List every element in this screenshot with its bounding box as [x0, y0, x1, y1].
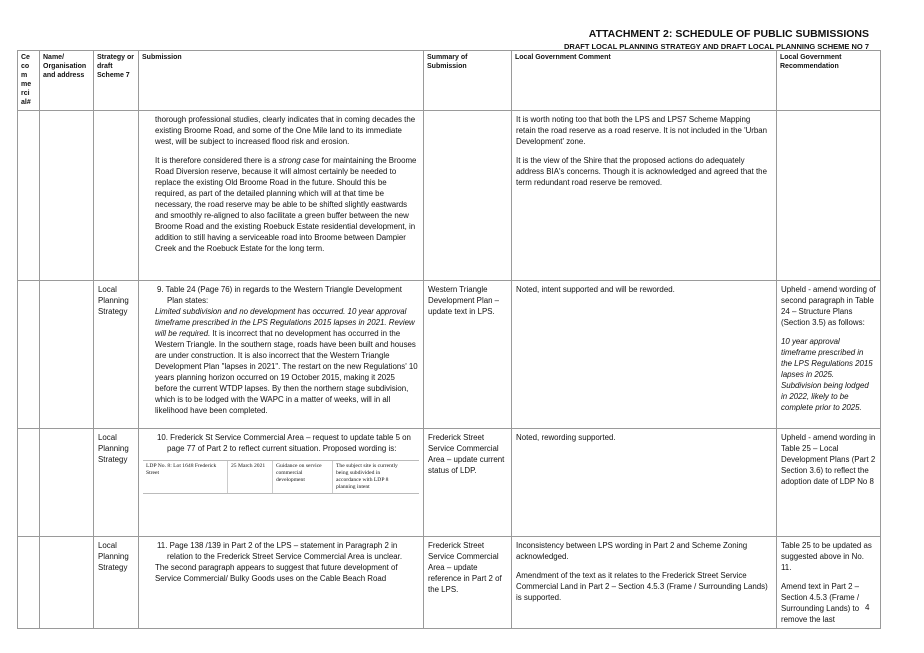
- comment-cell: [512, 536, 777, 628]
- submission-item-heading: 11. Page 138 /139 in Part 2 of the LPS – statement in Paragraph 2 in relation to the Frederick Street Service Commercial Area is unclear.: [157, 540, 403, 561]
- strategy-cell: Local Planning Strategy: [94, 280, 139, 428]
- summary-cell: Western Triangle Development Plan – update text in LPS.: [424, 280, 512, 428]
- comment-paragraph: It is the view of the Shire that the proposed actions do adequately address BIA's concerns. Though it is acknowledged and agreed that the term redundant road reserve be removed.: [516, 155, 767, 187]
- submissions-table: [17, 50, 881, 629]
- recommendation-paragraph: Amend text in Part 2 – Section 4.5.3 (Frame / Surrounding Lands) to remove the last: [781, 581, 860, 624]
- page-number: 4: [865, 603, 870, 612]
- summary-cell: Frederick Street Service Commercial Area – update reference in Part 2 of the LPS.: [424, 536, 512, 628]
- column-header-summary: Summary of Submission: [424, 51, 512, 111]
- recommendation-paragraph: Table 25 to be updated as suggested above in No. 11.: [781, 540, 872, 572]
- document-title: ATTACHMENT 2: SCHEDULE OF PUBLIC SUBMISSIONS: [588, 28, 869, 40]
- column-header-comment: Local Government Comment: [512, 51, 777, 111]
- recommendation-cell: Upheld - amend wording in Table 25 – Local Development Plans (Part 2 Section 3.6) to reflect the adoption date of LDP No 8: [777, 428, 881, 536]
- recommendation-cell: [777, 280, 881, 428]
- summary-cell: [424, 110, 512, 280]
- table-row: [18, 110, 881, 280]
- recommendation-cell: [777, 536, 881, 628]
- document-subtitle: DRAFT LOCAL PLANNING STRATEGY AND DRAFT LOCAL PLANNING SCHEME NO 7: [563, 42, 869, 51]
- ldp-cell: LDP No. 8: Lot 1648 Frederick Street: [143, 461, 228, 493]
- comment-paragraph: Inconsistency between LPS wording in Part 2 and Scheme Zoning acknowledged.: [516, 540, 748, 561]
- ldp-cell: 25 March 2021: [228, 461, 273, 493]
- submission-cell: [139, 536, 424, 628]
- strategy-cell: Local Planning Strategy: [94, 428, 139, 536]
- column-header-submission: Submission: [139, 51, 424, 111]
- submission-paragraph: Limited subdivision and no development has occurred. 10 year approval timeframe prescribed in the LPS Regulations 2015 lapses in 2021. Review will be required. It is incorrect that no development has occurred in the Western Triangle. In the southern stage, roads have been built and houses are under construction. It is also incorrect that the Western Triangle Development Plan "lapses in 2021". The restart on the new Regulations' 10 years planning horizon occurred on 19 October 2015, making it 2025 before the current WTDP lapses. By then the northern stage subdivision, which is to be lodged with the WAPC in a matter of weeks, will in all likelihood have been completed.: [155, 306, 418, 416]
- column-header-commercial: Ce co m me rci al#: [18, 51, 40, 111]
- column-header-name: Name/ Organisation and address: [40, 51, 94, 111]
- ldp-table-excerpt: [143, 460, 419, 494]
- column-header-strategy: Strategy or draft Scheme 7: [94, 51, 139, 111]
- table-row: [18, 280, 881, 428]
- submission-paragraph: thorough professional studies, clearly indicates that in coming decades the existing Broome Road, and some of the One Mile land to its immediate west, will be subject to increased flood risk and erosion.: [155, 114, 416, 146]
- recommendation-cell: [777, 110, 881, 280]
- comment-cell: Noted, intent supported and will be reworded.: [512, 280, 777, 428]
- column-header-recommendation: Local Government Recommendation: [777, 51, 881, 111]
- ldp-cell: The subject site is currently being subdivided in accordance with LDP 8 planning intent: [336, 462, 398, 490]
- comment-cell: [512, 110, 777, 280]
- comment-cell: Noted, rewording supported.: [512, 428, 777, 536]
- comment-paragraph: It is worth noting too that both the LPS and LPS7 Scheme Mapping retain the road reserve as a road reserve. It is not included in the 'Urban Development' zone.: [516, 114, 768, 146]
- submission-item-heading: 10. Frederick St Service Commercial Area – request to update table 5 on page 77 of Part 2 to reflect current situation. Proposed wording is:: [157, 432, 411, 453]
- submission-cell: [139, 110, 424, 280]
- table-header-row: [18, 51, 881, 111]
- submission-cell: [139, 428, 424, 536]
- ldp-cell: Guidance on service commercial development: [273, 461, 333, 493]
- submission-paragraph: It is therefore considered there is a strong case for maintaining the Broome Road Diversion reserve, because it will almost certainly be needed to replace the existing Old Broome Road in the future. Should this be required, as part of the detailed planning which will at that time be necessary, the road reserve may be able to be shifted slightly eastwards and smoothly re-aligned to also facilitate a green buffer between the new Broome Road and the existing Roebuck Estate residential development, in addition to still having a serviceable road into Broome between Dampier Creek and the Roebuck Estate for the long term.: [155, 155, 417, 254]
- recommendation-quote: 10 year approval timeframe prescribed in the LPS Regulations 2015 lapses in 2025. Subdivision being lodged in 2022, likely to be complete prior to 2025.: [781, 336, 873, 413]
- summary-cell: Frederick Street Service Commercial Area – update current status of LDP.: [424, 428, 512, 536]
- submission-paragraph: The second paragraph appears to suggest that future development of Service Commercial/ Bulky Goods uses on the Cable Beach Road: [155, 562, 398, 583]
- table-row: [18, 428, 881, 536]
- comment-paragraph: Amendment of the text as it relates to the Frederick Street Service Commercial Land in Part 2 – Section 4.5.3 (Frame / Surrounding Lands) is supported.: [516, 570, 768, 602]
- submission-item-heading: 9. Table 24 (Page 76) in regards to the Western Triangle Development Plan states:: [157, 284, 402, 305]
- strategy-cell: [94, 110, 139, 280]
- submission-cell: [139, 280, 424, 428]
- strategy-cell: Local Planning Strategy: [94, 536, 139, 628]
- recommendation-paragraph: Upheld - amend wording of second paragraph in Table 24 – Structure Plans (Section 3.5) as follows:: [781, 284, 876, 327]
- table-row: [18, 536, 881, 628]
